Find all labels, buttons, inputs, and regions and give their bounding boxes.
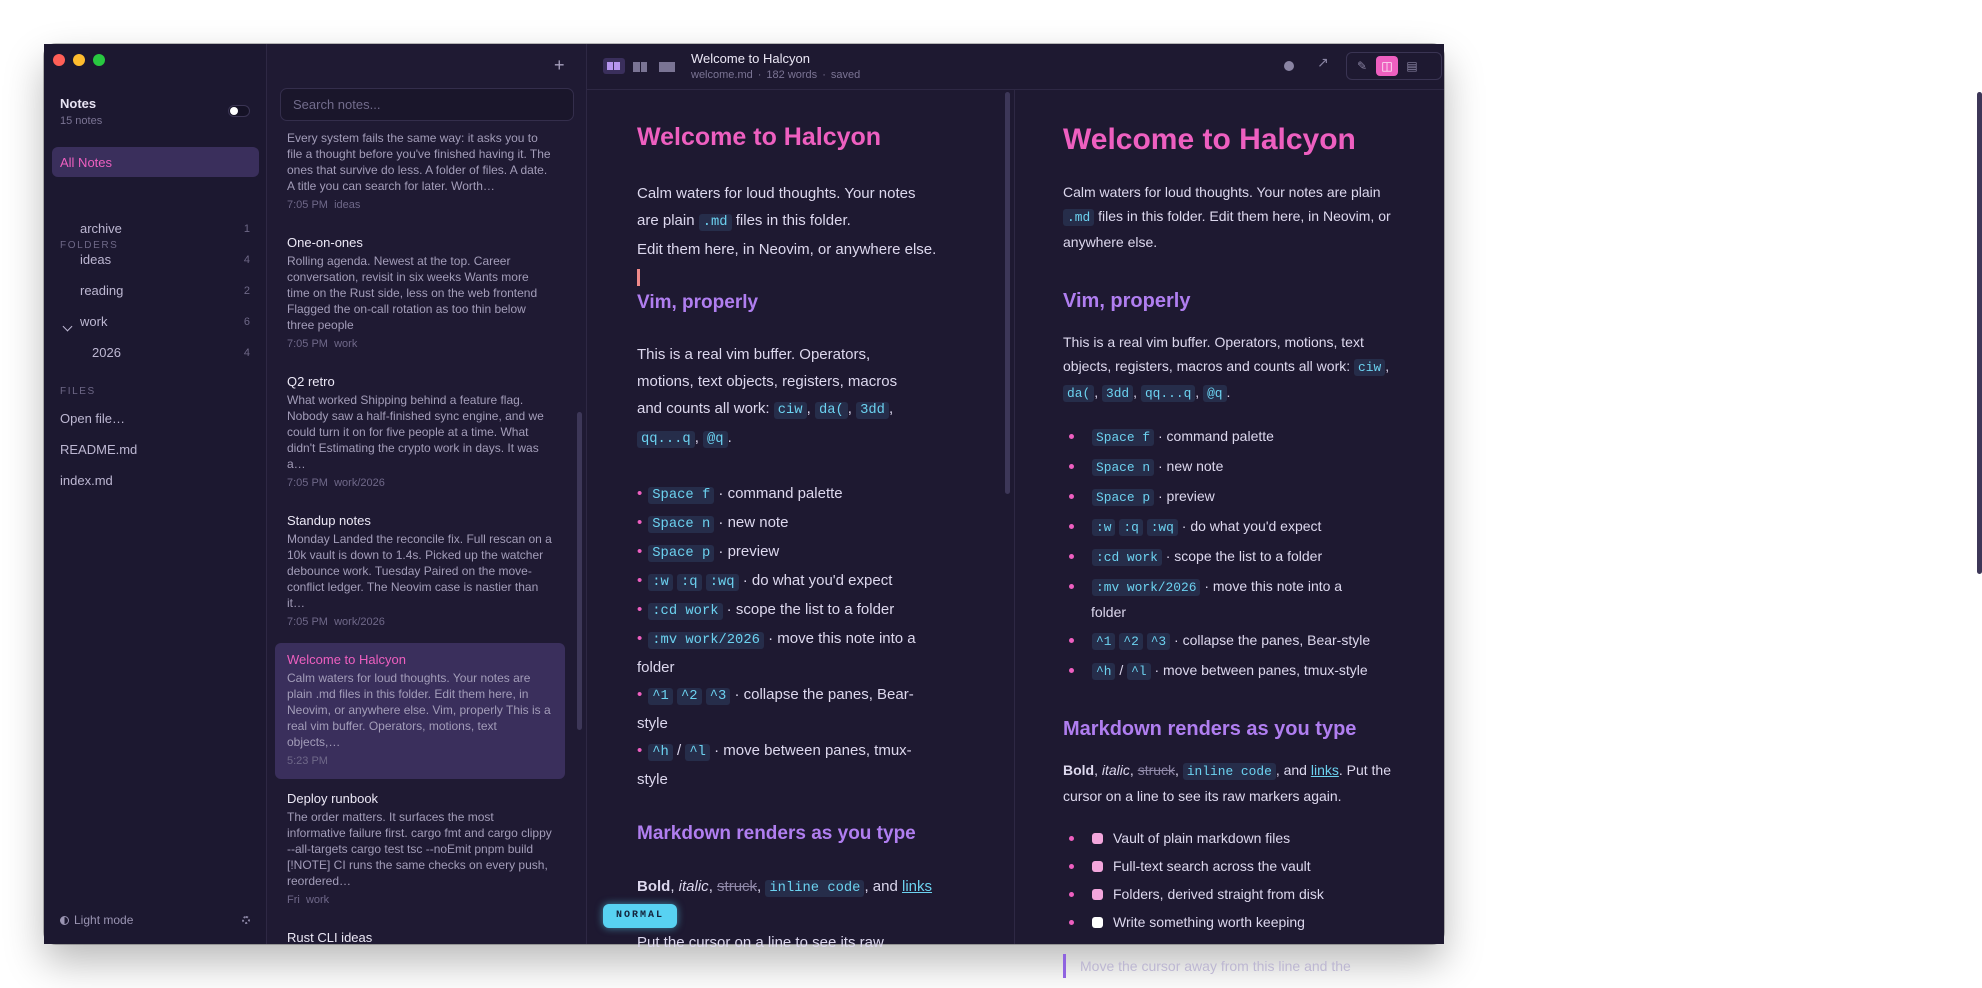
- contrast-icon: [60, 916, 69, 925]
- list-item-continuation: folder: [1091, 604, 1127, 620]
- sidebar-folder-reading[interactable]: [80, 280, 250, 302]
- editor-line: motions, text objects, registers, macros: [637, 373, 898, 390]
- editor-line: This is a real vim buffer. Operators,: [637, 346, 871, 363]
- list-item: :w :q :wq · do what you'd expect: [1063, 512, 1393, 542]
- folder-count: 1: [243, 223, 250, 235]
- preview-paragraph: Bold, italic, struck, inline code , and links. Put the cursor on a line to see its raw markers again.: [1063, 762, 1392, 804]
- vim-mode-indicator: NORMAL: [603, 904, 677, 928]
- editor-line: • :w :q :wq · do what you'd expect: [637, 572, 893, 590]
- checklist-item: Vault of plain markdown files: [1063, 824, 1393, 852]
- app-window: [44, 44, 1444, 974]
- note-meta: 7:05 PM work: [287, 338, 358, 350]
- note-excerpt: The order matters. It surfaces the most informative failure first. cargo fmt and cargo clippy --all-targets cargo test tsc --noEmit pnpm build [!NOTE] CI runs the same checks on every push, reordered…: [287, 810, 552, 888]
- checklist-item: Write something worth keeping: [1063, 908, 1393, 936]
- note-excerpt: Rolling agenda. Newest at the top. Career conversation, revisit in six weeks Wants more time on the Rust side, less on the web frontend Flagged the on-call rotation as too thin below three people: [287, 254, 538, 332]
- file-readme[interactable]: README.md: [60, 442, 138, 457]
- editor-line: Bold, italic, struck, inline code , and links: [637, 878, 933, 896]
- document-meta: welcome.md · 182 words · saved: [691, 69, 861, 81]
- file-name: welcome.md: [691, 69, 753, 81]
- note-excerpt: Calm waters for loud thoughts. Your notes are plain .md files in this folder. Edit them here, in Neovim, or anywhere else. Vim, properly This is a real vim buffer. Operators, motions, text objects,…: [287, 671, 551, 749]
- note-meta: Fri work: [287, 894, 330, 906]
- list-item[interactable]: [275, 928, 565, 958]
- light-mode-label: Light mode: [74, 913, 134, 927]
- editor-scrollbar[interactable]: [1005, 92, 1010, 494]
- editor-line: • :mv work/2026 · move this note into a: [637, 630, 916, 648]
- list-item: Space p · preview: [1063, 482, 1393, 512]
- checklist-item: Folders, derived straight from disk: [1063, 880, 1393, 908]
- list-item: ^1 ^2 ^3 · collapse the panes, Bear-style: [1063, 626, 1393, 656]
- folder-name: work: [80, 314, 108, 329]
- editor-line: are plain .md files in this folder.: [637, 212, 851, 230]
- folder-count: 2: [243, 285, 250, 297]
- light-mode-button[interactable]: [60, 913, 133, 927]
- sidebar-folder-work[interactable]: [80, 311, 250, 333]
- checkbox[interactable]: [1092, 889, 1103, 900]
- editor-line: • ^h / ^l · move between panes, tmux-: [637, 742, 912, 760]
- folder-name: archive: [80, 221, 122, 236]
- document-title: Welcome to Halcyon: [691, 51, 810, 66]
- note-meta: 7:05 PM work/2026: [287, 477, 385, 489]
- sidebar-toggle[interactable]: [228, 105, 250, 117]
- preview-paragraph: Calm waters for loud thoughts. Your notes are plain .md files in this folder. Edit them here, in Neovim, or anywhere else.: [1063, 184, 1391, 250]
- text-cursor: [637, 269, 640, 286]
- note-meta: 5:23 PM: [287, 755, 328, 767]
- note-list: [267, 44, 587, 944]
- files-section-label: FILES: [60, 386, 96, 397]
- sidebar-title: Notes: [60, 96, 97, 111]
- chevron-down-icon[interactable]: [63, 322, 73, 332]
- editor-line: • Space f · command palette: [637, 485, 843, 503]
- close-window-button[interactable]: [53, 54, 65, 66]
- note-title: Q2 retro: [287, 374, 335, 389]
- folder-count: 4: [243, 347, 250, 359]
- folder-name: 2026: [92, 345, 121, 360]
- editor-heading: Welcome to Halcyon: [637, 123, 882, 151]
- editor-line: folder: [637, 659, 675, 676]
- markdown-preview: [1063, 122, 1393, 978]
- note-title: Deploy runbook: [287, 791, 379, 806]
- window-controls: [53, 54, 105, 66]
- editor-cursor-line: [637, 263, 967, 290]
- note-count: 15 notes: [60, 115, 103, 127]
- list-item[interactable]: [275, 789, 565, 916]
- editor-line: Put the cursor on a line to see its raw: [637, 934, 884, 951]
- note-title: Standup notes: [287, 513, 371, 528]
- preview-heading: Markdown renders as you type: [1063, 718, 1357, 740]
- editor-line: and counts all work: ciw , da( , 3dd ,: [637, 400, 894, 418]
- folder-name: ideas: [80, 252, 112, 267]
- preview-scrollbar[interactable]: [1977, 92, 1982, 574]
- minimize-window-button[interactable]: [73, 54, 85, 66]
- editor-line: • ^1 ^2 ^3 · collapse the panes, Bear-: [637, 686, 914, 704]
- sidebar-folder-archive[interactable]: [80, 218, 250, 240]
- list-item[interactable]: [275, 372, 565, 499]
- preview-checklist: [1063, 824, 1393, 936]
- folder-count: 4: [243, 254, 250, 266]
- note-title: Rust CLI ideas: [287, 930, 373, 945]
- save-status: saved: [830, 69, 861, 81]
- split-view-button[interactable]: [603, 58, 625, 74]
- word-count: 182 words: [766, 69, 818, 81]
- list-item[interactable]: [275, 233, 565, 360]
- split-mode-button[interactable]: ◫: [1376, 56, 1398, 76]
- preview-mode-button[interactable]: ▤: [1406, 59, 1418, 73]
- checkbox[interactable]: [1092, 917, 1103, 928]
- search-input[interactable]: [280, 88, 574, 121]
- edit-mode-button[interactable]: ✎: [1356, 59, 1368, 73]
- editor-line: • :cd work · scope the list to a folder: [637, 601, 895, 619]
- gear-icon[interactable]: [242, 916, 250, 924]
- list-item: Space f · command palette: [1063, 422, 1393, 452]
- mode-switcher: [1346, 52, 1442, 80]
- editor-line: style: [637, 771, 668, 788]
- editor-heading: Vim, properly: [637, 292, 759, 313]
- blockquote: Move the cursor away from this line and the: [1063, 954, 1393, 978]
- preview-paragraph: This is a real vim buffer. Operators, motions, text objects, registers, macros and counts all work: ciw , da( , 3dd , qq...q , @q .: [1063, 334, 1390, 401]
- open-file-link[interactable]: Open file…: [60, 411, 126, 426]
- editor-line: • Space n · new note: [637, 514, 789, 532]
- note-title: Welcome to Halcyon: [287, 652, 406, 667]
- list-item: :mv work/2026 · move this note into a: [1063, 572, 1393, 602]
- editor-line: Calm waters for loud thoughts. Your notes: [637, 185, 916, 202]
- note-excerpt: Every system fails the same way: it asks you to file a thought before you've finished having it. The ones that survive do less. A folder of files. A date. A title you can search for later. Worth…: [287, 131, 551, 193]
- list-item-selected[interactable]: [275, 643, 565, 779]
- preview-heading: Welcome to Halcyon: [1063, 123, 1356, 156]
- half-view-button[interactable]: [631, 58, 653, 74]
- sidebar-folder-2026[interactable]: [92, 342, 250, 364]
- note-excerpt: Monday Landed the reconcile fix. Full rescan on a 10k vault is down to 1.4s. Picked up the watcher debounce work. Tuesday Paired on the move-conflict ledger. The Neovim case is nastier than it…: [287, 532, 552, 610]
- editor-line: Edit them here, in Neovim, or anywhere else.: [637, 241, 937, 258]
- note-meta: 7:05 PM ideas: [287, 199, 361, 211]
- note-meta: 7:05 PM work/2026: [287, 616, 385, 628]
- open-external-icon[interactable]: ↗: [1317, 54, 1329, 70]
- full-view-button[interactable]: [657, 58, 679, 74]
- checkbox[interactable]: [1092, 861, 1103, 872]
- editor-area: [587, 44, 1444, 974]
- editor-line: qq...q , @q .: [637, 424, 967, 453]
- list-item: Space n · new note: [1063, 452, 1393, 482]
- checkbox[interactable]: [1092, 833, 1103, 844]
- editor-line: style: [637, 715, 668, 732]
- list-item: ^h / ^l · move between panes, tmux-style: [1063, 656, 1393, 686]
- editor-heading: Markdown renders as you type: [637, 823, 916, 844]
- sidebar-folder-ideas[interactable]: [80, 249, 250, 271]
- pane-divider[interactable]: [1014, 90, 1015, 944]
- editor-line: • Space p · preview: [637, 543, 780, 561]
- list-item: :cd work · scope the list to a folder: [1063, 542, 1393, 572]
- note-excerpt: What worked Shipping behind a feature flag. Nobody saw a half-finished sync engine, and we could turn it on for five people at a time. What didn't Estimating the crypto work in days. It was a…: [287, 393, 544, 471]
- folders-section-label: FOLDERS: [60, 240, 119, 251]
- checklist-item: Full-text search across the vault: [1063, 852, 1393, 880]
- preview-heading: Vim, properly: [1063, 290, 1191, 312]
- list-item[interactable]: [275, 511, 565, 638]
- folder-name: reading: [80, 283, 124, 298]
- toolbar: [587, 44, 1444, 90]
- record-dot-icon[interactable]: [1284, 61, 1294, 71]
- list-item[interactable]: [275, 130, 565, 221]
- note-list-scrollbar[interactable]: [577, 412, 582, 730]
- zoom-window-button[interactable]: [93, 54, 105, 66]
- new-note-button[interactable]: +: [554, 55, 565, 75]
- preview-link[interactable]: links: [1310, 762, 1339, 778]
- vim-editor[interactable]: [637, 122, 967, 956]
- file-index[interactable]: index.md: [60, 473, 113, 488]
- sidebar: [44, 44, 267, 944]
- sidebar-item-all-notes[interactable]: All Notes: [52, 147, 259, 177]
- note-title: One-on-ones: [287, 235, 363, 250]
- preview-list: [1063, 422, 1393, 686]
- folder-count: 6: [243, 316, 250, 328]
